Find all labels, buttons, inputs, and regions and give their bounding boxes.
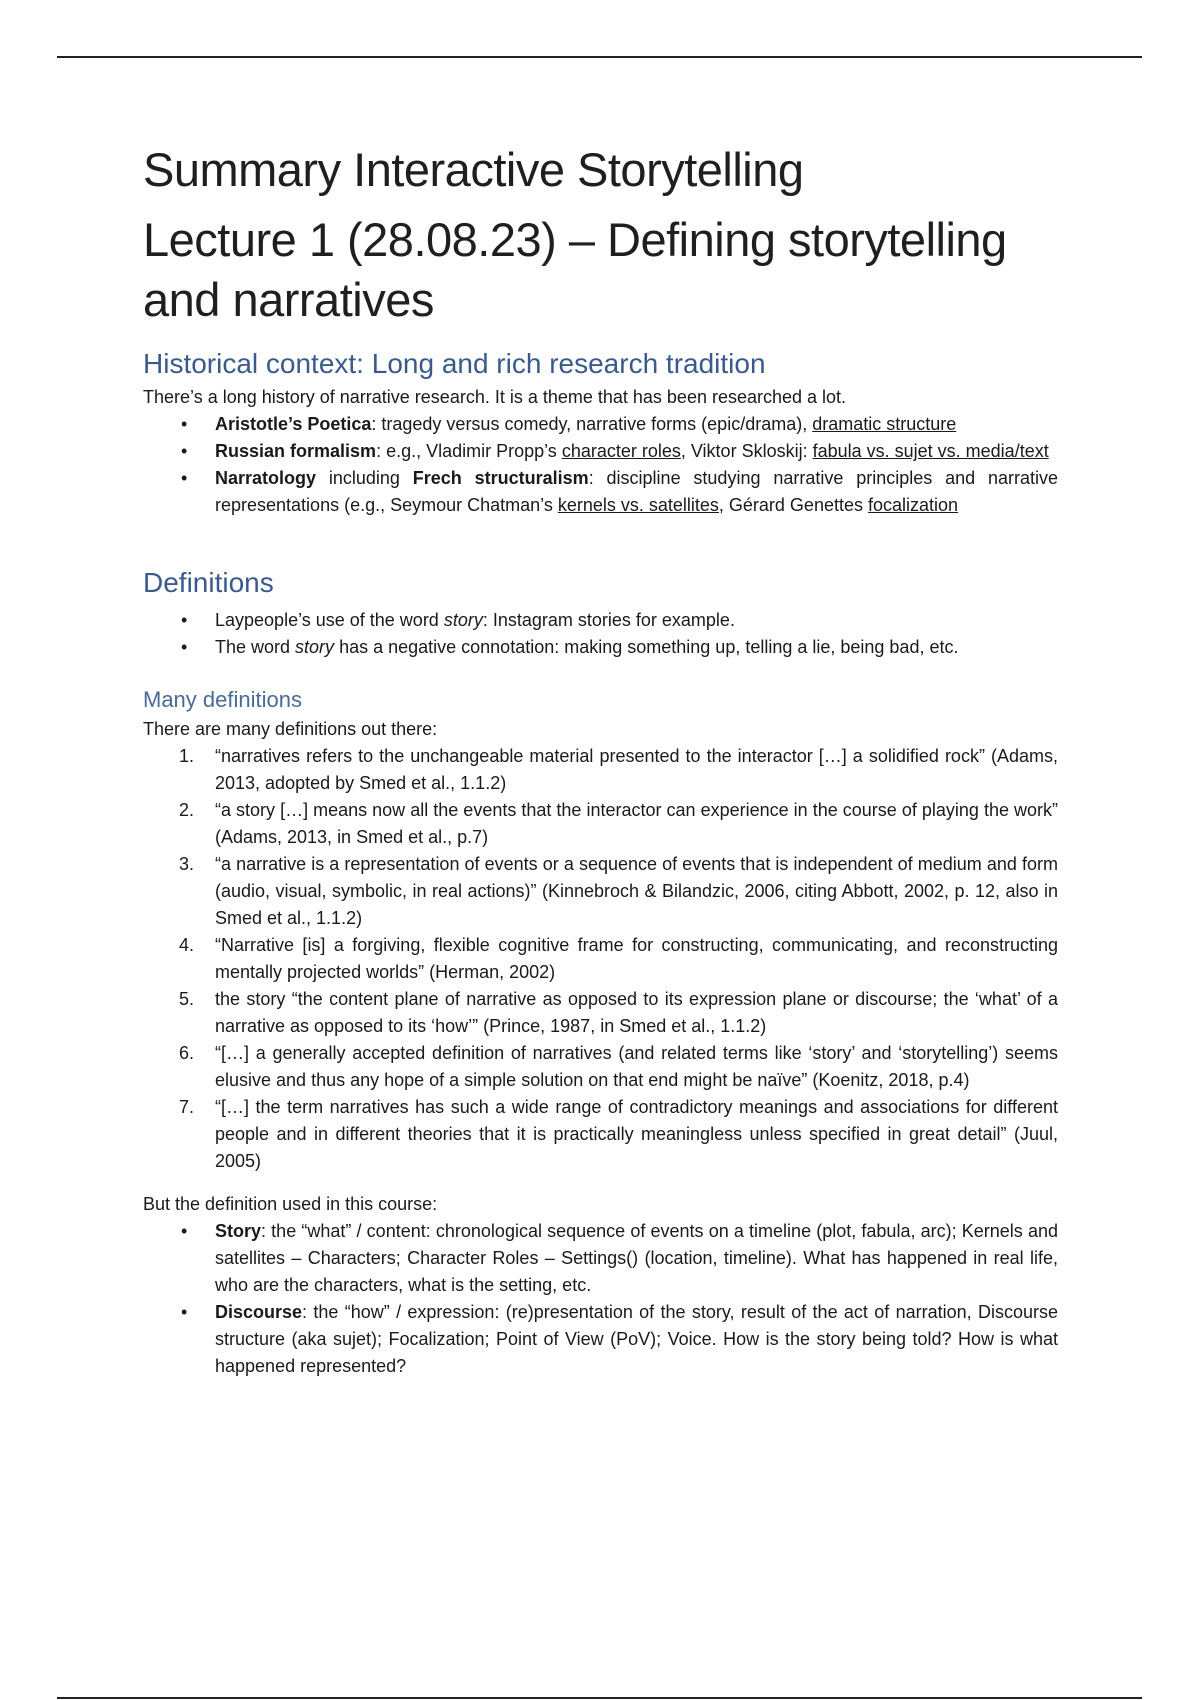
list-item: • Discourse: the “how” / expression: (re)presentation of the story, result of the act of narration, Discourse structure (aka sujet); Focalization; Point of View (PoV); Voice. How is the story being told? How is what happened represented? [143,1299,1058,1380]
list-item: 2. “a story […] means now all the events that the interactor can experience in the course of playing the work” (Adams, 2013, in Smed et al., p.7) [179,799,1058,847]
list-item: 5. the story “the content plane of narrative as opposed to its expression plane or discourse; the ‘what’ of a narrative as opposed to its ‘how’” (Prince, 1987, in Smed et al., 1.1.2) [179,988,1058,1036]
document-title: Summary Interactive Storytelling [143,143,804,196]
historical-heading: Historical context: Long and rich research tradition [143,348,766,380]
list-item: 3. “a narrative is a representation of events or a sequence of events that is independent of medium and form (audio, visual, symbolic, in real actions)” (Kinnebroch & Bilandzic, 2006, citing Abbott, 2002, p. 12, also in Smed et al., 1.1.2) [179,853,1058,928]
list-item: • Aristotle’s Poetica: tragedy versus comedy, narrative forms (epic/drama), dramatic structure [143,411,1058,438]
document-body [143,140,1058,1380]
top-rule [57,56,1142,58]
many-definitions-heading: Many definitions [143,687,302,713]
bottom-rule [57,1697,1142,1699]
list-item: • Narratology including Frech structuralism: discipline studying narrative principles and narrative representations (e.g., Seymour Chatman’s kernels vs. satellites, Gérard Genettes focalization [143,465,1058,519]
list-item: 1. “narratives refers to the unchangeable material presented to the interactor […] a solidified rock” (Adams, 2013, adopted by Smed et al., 1.1.2) [179,745,1058,793]
course-definition-intro: But the definition used in this course: [143,1193,438,1214]
historical-list [143,411,1058,519]
many-definitions-intro: There are many definitions out there: [143,718,438,739]
list-item: • The word story has a negative connotation: making something up, telling a lie, being bad, etc. [143,634,1058,661]
list-item: 4. “Narrative [is] a forgiving, flexible cognitive frame for constructing, communicating, and reconstructing mentally projected worlds” (Herman, 2002) [179,934,1058,982]
list-item: • Russian formalism: e.g., Vladimir Propp’s character roles, Viktor Skloskij: fabula vs. sujet vs. media/text [143,438,1058,465]
historical-intro: There’s a long history of narrative research. It is a theme that has been researched a lot. [143,387,847,408]
lecture-title: Lecture 1 (28.08.23) – Defining storytelling and narratives [143,213,1007,327]
definitions-list [143,607,1058,661]
course-definition-list [143,1218,1058,1380]
definitions-numbered-list [143,743,1058,1175]
list-item: 6. “[…] a generally accepted definition of narratives (and related terms like ‘story’ and ‘storytelling’) seems elusive and thus any hope of a simple solution on that end might be naïve” (Koenitz, 2018, p.4) [179,1042,1058,1090]
list-item: • Story: the “what” / content: chronological sequence of events on a timeline (plot, fabula, arc); Kernels and satellites – Characters; Character Roles – Settings() (location, timeline). What has happened in real life, who are the characters, what is the setting, etc. [143,1218,1058,1299]
list-item: 7. “[…] the term narratives has such a wide range of contradictory meanings and associations for different people and in different theories that it is practically meaningless unless specified in great detail” (Juul, 2005) [179,1096,1058,1171]
list-item: • Laypeople’s use of the word story: Instagram stories for example. [143,607,1058,634]
definitions-heading: Definitions [143,567,274,599]
